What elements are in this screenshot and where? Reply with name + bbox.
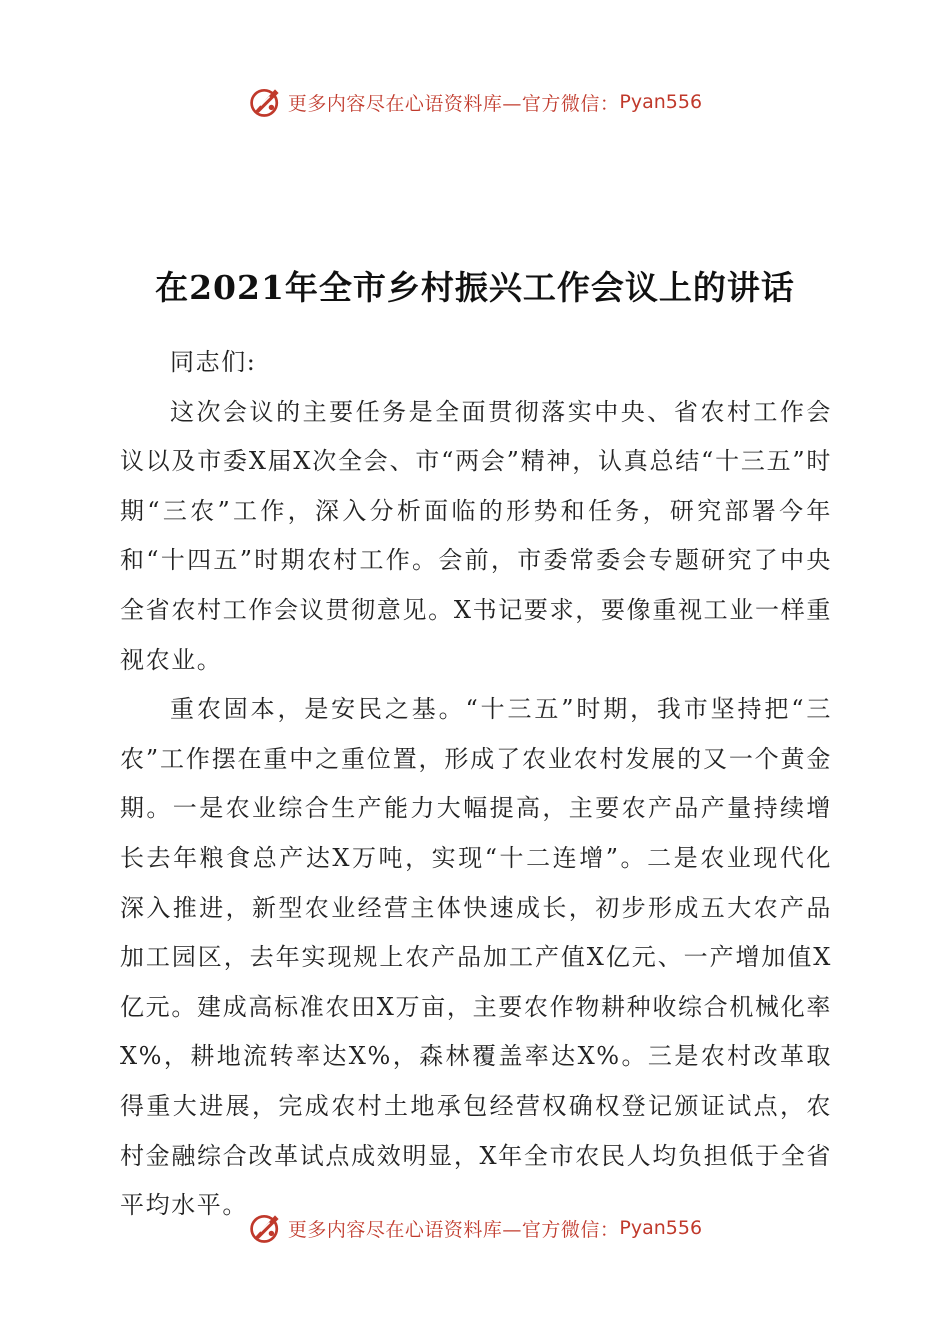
body-paragraph: 这次会议的主要任务是全面贯彻落实中央、省农村工作会议以及市委X届X次全会、市“两会”精神，认真总结“十三五”时期“三农”工作，深入分析面临的形势和任务，研究部署今年和“十四五”时期农村工作。会前，市委常委会专题研究了中央全省农村工作会议贯彻意见。X书记要求，要像重视工业一样重视农业。 [120,397,832,674]
watermark-text: 更多内容尽在心语资料库—官方微信： [287,92,620,115]
footer-watermark-banner [0,1208,950,1248]
header-watermark-banner [0,82,950,122]
document-title: 在2021年全市乡村振兴工作会议上的讲话 [155,268,795,307]
watermark-wechat-id: Pyan556 [619,1217,703,1239]
body-paragraph: 重农固本，是安民之基。“十三五”时期，我市坚持把“三农”工作摆在重中之重位置，形成了农业农村发展的又一个黄金期。一是农业综合生产能力大幅提高，主要农产品产量持续增长去年粮食总产达X万吨，实现“十二连增”。二是农业现代化深入推进，新型农业经营主体快速成长，初步形成五大农产品加工园区，去年实现规上农产品加工产值X亿元、一产增加值X亿元。建成高标准农田X万亩，主要农作物耕种收综合机械化率X%，耕地流转率达X%，森林覆盖率达X%。三是农村改革取得重大进展，完成农村土地承包经营权确权登记颁证试点，农村金融综合改革试点成效明显，X年全市农民人均负担低于全省平均水平。 [120,695,832,1220]
watermark-text: 更多内容尽在心语资料库—官方微信： [287,1218,620,1241]
document-body [120,338,832,1231]
watermark-wechat-id: Pyan556 [619,91,703,113]
quill-logo-icon [248,1210,284,1246]
quill-logo-icon [248,84,284,120]
salutation-paragraph: 同志们: [170,348,257,376]
